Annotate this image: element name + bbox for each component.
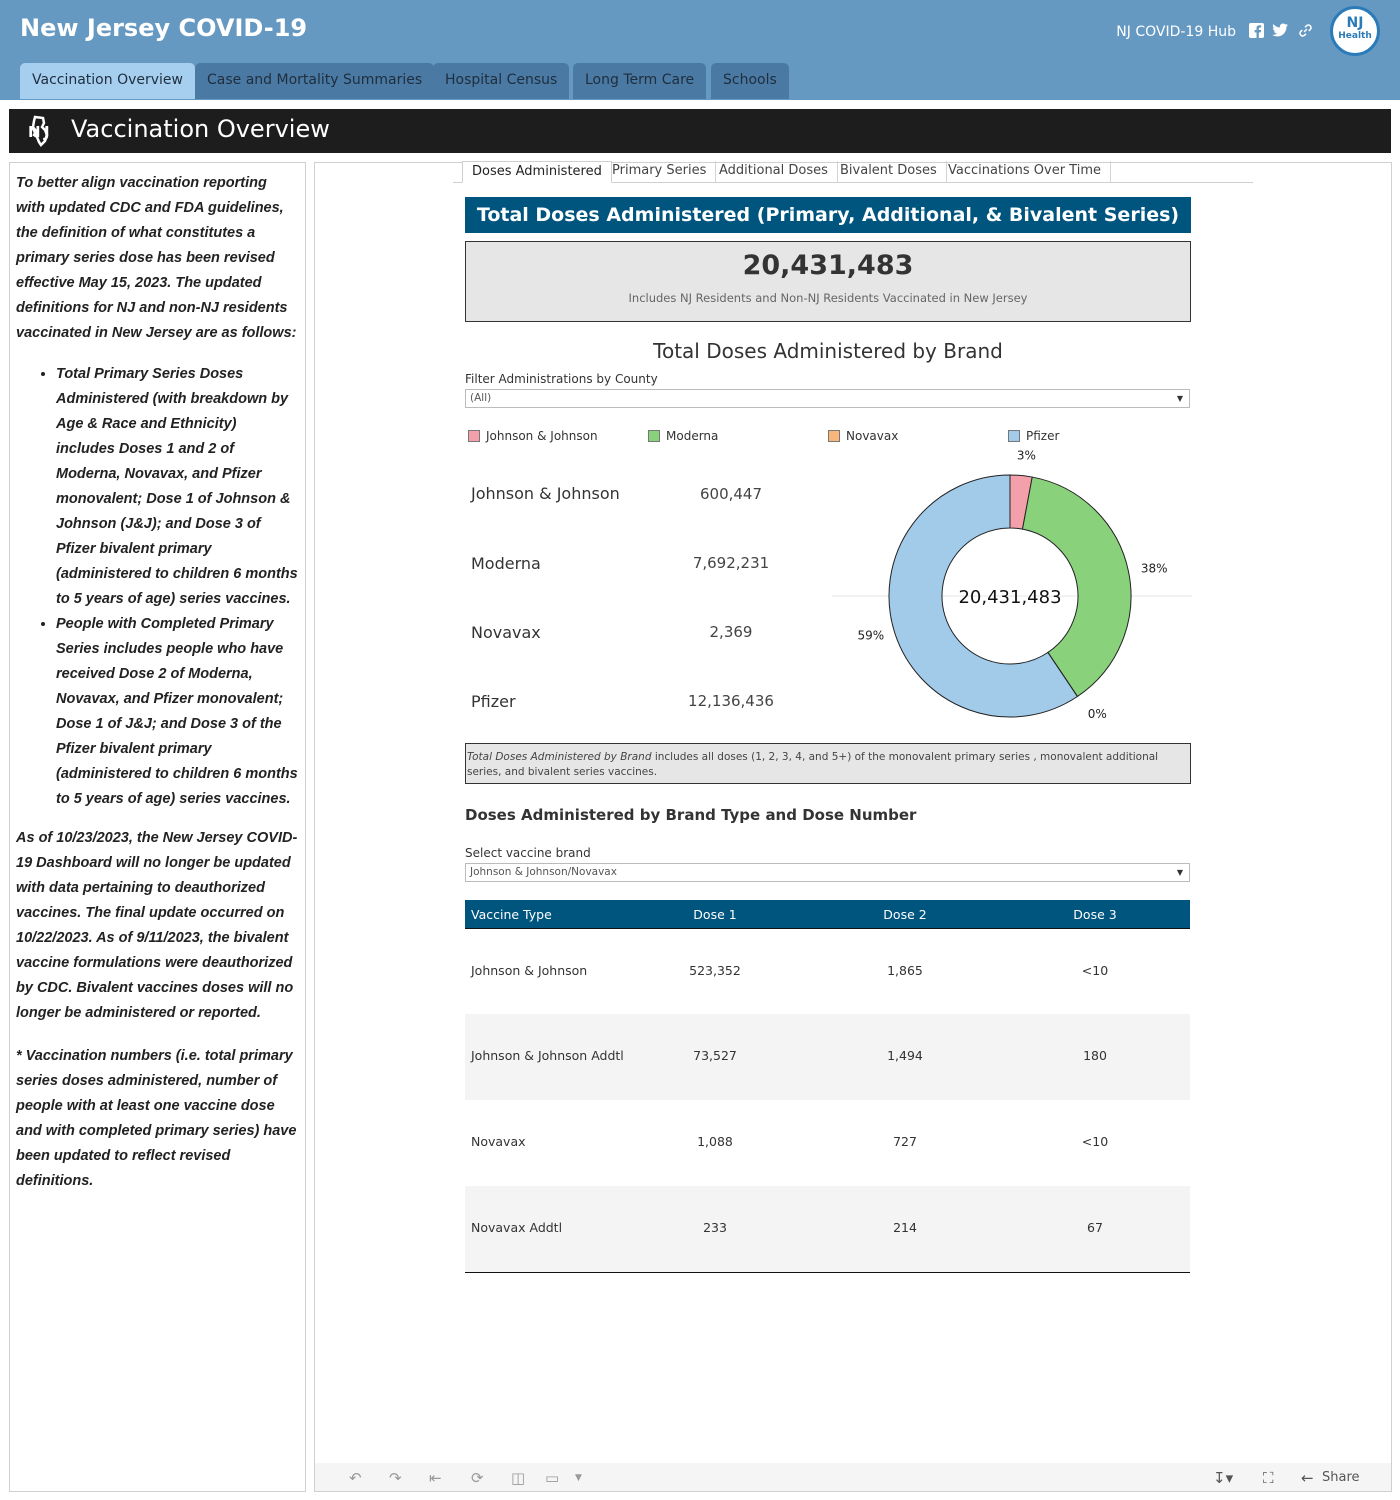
brand-select-value: Johnson & Johnson/Novavax [470,866,617,878]
legend-swatch [648,430,660,442]
link-icon[interactable] [1297,23,1313,39]
donut-percent-label: 59% [857,628,885,643]
share-icon[interactable]: ← [1301,1469,1314,1487]
cell-dose-2: 1,494 [887,1048,923,1063]
legend-item-pfizer[interactable]: Pfizer [1008,429,1059,443]
total-doses-value: 20,431,483 [742,250,914,281]
definition-list [56,362,299,812]
brand-chart-note [465,743,1191,784]
tab-schools[interactable]: Schools [711,63,789,99]
note-emphasis: Total Doses Administered by Brand [467,751,652,763]
chevron-down-icon: ▼ [1176,868,1183,877]
brand-name-novavax: Novavax [471,623,541,642]
brand-name-moderna: Moderna [471,554,541,573]
total-doses-note: Includes NJ Residents and Non-NJ Residents Vaccinated in New Jersey [628,291,1028,305]
download-icon[interactable]: ↧▾ [1213,1469,1234,1487]
info-sidebar [9,162,306,1492]
list-item: • People with Completed Primary Series includes people who have received Dose 2 of Moderna, Novavax, and Pfizer monovalent; Dose 1 of J&J; and Dose 3 of the Pfizer bivalent primary (administered to children 6 months to 5 years of age) series vaccines. [56,612,299,812]
view-icon[interactable]: ▭ [545,1469,560,1487]
brand-name-pfizer: Pfizer [471,692,516,711]
cell-vaccine-type: Novavax Addtl [471,1220,563,1235]
subtab-vaccinations-over-time[interactable]: Vaccinations Over Time [939,161,1111,183]
cell-dose-3: <10 [1081,1134,1109,1149]
cell-dose-1: 1,088 [697,1134,733,1149]
pause-icon[interactable]: ◫ [511,1469,526,1487]
subtab-doses-administered[interactable]: Doses Administered [462,161,612,183]
table-row [465,1186,1190,1272]
col-dose-1: Dose 1 [693,907,737,922]
table-row [465,1100,1190,1186]
update-note: As of 10/23/2023, the New Jersey COVID-19 Dashboard will no longer be updated with data pertaining to deauthorized vaccines. The final update occurred on 10/22/2023. As of 9/11/2023, the bivalent vaccine formulations were deauthorized by CDC. Bivalent vaccines doses will no longer be administered or reported. [16,830,298,1021]
subtab-additional-doses[interactable]: Additional Doses [710,161,838,183]
donut-percent-label: 3% [1016,448,1036,463]
brand-select[interactable] [465,863,1190,882]
tab-case-mortality[interactable]: Case and Mortality Summaries [195,63,434,99]
chevron-down-icon[interactable]: ▼ [575,1473,582,1483]
donut-percent-label: 0% [1087,707,1107,722]
col-dose-3: Dose 3 [1073,907,1117,922]
county-filter-select[interactable] [465,389,1190,408]
brand-value-moderna: 7,692,231 [692,554,770,572]
table-bottom-rule [465,1272,1190,1273]
cell-dose-1: 523,352 [689,963,741,978]
county-filter-label: Filter Administrations by County [465,372,658,386]
table-row [465,1014,1190,1100]
donut-center-value: 20,431,483 [958,587,1062,608]
brand-donut-chart[interactable] [832,448,1192,733]
cell-dose-2: 1,865 [887,963,923,978]
col-dose-2: Dose 2 [883,907,927,922]
note-text: includes all doses (1, 2, 3, 4, and 5+) of the monovalent primary series , monovalent additional series, and bivalent series vaccines. [467,751,1159,778]
twitter-icon[interactable] [1272,23,1288,39]
legend-item-jj[interactable]: Johnson & Johnson [468,429,598,443]
total-doses-title: Total Doses Administered (Primary, Additional, & Bivalent Series) [465,197,1191,233]
brand-value-jj: 600,447 [699,485,763,503]
dose-table-header [465,900,1190,929]
total-doses-card [465,241,1191,322]
brand-value-novavax: 2,369 [709,623,753,641]
donut-percent-label: 38% [1140,561,1168,576]
fullscreen-icon[interactable]: ⛶ [1263,1469,1274,1487]
viz-toolbar [315,1463,1391,1491]
subtab-primary-series[interactable]: Primary Series [603,161,716,183]
table-row [465,929,1190,1015]
revert-icon[interactable]: ⇤ [429,1469,442,1487]
col-vaccine-type: Vaccine Type [471,907,552,922]
footnote: * Vaccination numbers (i.e. total primary series doses administered, number of people with at least one vaccine dose and with completed primary series) have been updated to reflect revised definitions. [16,1048,297,1189]
nj-state-icon [25,115,57,147]
svg-text:J: J [44,123,50,141]
cell-dose-2: 214 [893,1220,917,1235]
app-title: New Jersey COVID-19 [20,14,308,42]
tab-hospital-census[interactable]: Hospital Census [433,63,569,99]
cell-vaccine-type: Novavax [471,1134,526,1149]
legend-swatch [828,430,840,442]
brand-value-pfizer: 12,136,436 [688,692,774,710]
list-item: • Total Primary Series Doses Administered (with breakdown by Age & Race and Ethnicity) includes Doses 1 and 2 of Moderna, Novavax, and Pfizer monovalent; Dose 1 of Johnson & Johnson (J&J); and Dose 3 of Pfizer bivalent primary (administered to children 6 months to 5 years of age) series vaccines. [56,362,299,612]
cell-dose-3: 180 [1083,1048,1107,1063]
cell-dose-2: 727 [893,1134,917,1149]
legend-item-moderna[interactable]: Moderna [648,429,718,443]
cell-dose-1: 73,527 [693,1048,737,1063]
refresh-icon[interactable]: ⟳ [471,1469,484,1487]
intro-text: To better align vaccination reporting with updated CDC and FDA guidelines, the definition of what constitutes a primary series dose has been revised effective May 15, 2023. The updated definitions for NJ and non-NJ residents vaccinated in New Jersey are as follows: [16,175,297,341]
banner-title: Vaccination Overview [71,115,330,143]
share-button[interactable]: Share [1322,1470,1360,1485]
hub-link[interactable]: NJ COVID-19 Hub [1116,24,1236,40]
county-filter-value: (All) [470,392,492,404]
cell-dose-3: 67 [1087,1220,1103,1235]
brand-select-label: Select vaccine brand [465,846,591,860]
tab-vaccination-overview[interactable]: Vaccination Overview [20,63,195,99]
app-header [0,0,1400,100]
cell-dose-1: 233 [703,1220,727,1235]
legend-swatch [468,430,480,442]
subtab-bivalent-doses[interactable]: Bivalent Doses [831,161,947,183]
tab-long-term-care[interactable]: Long Term Care [573,63,706,99]
dashboard-subtabs [453,161,1253,183]
section-banner [9,109,1391,153]
nj-health-logo: NJ Health [1330,6,1380,56]
svg-text:N: N [28,123,41,141]
undo-icon[interactable]: ↶ [349,1469,362,1487]
cell-vaccine-type: Johnson & Johnson [471,963,588,978]
brand-name-jj: Johnson & Johnson [471,484,620,503]
legend-item-novavax[interactable]: Novavax [828,429,898,443]
legend-swatch [1008,430,1020,442]
brand-chart-title: Total Doses Administered by Brand [653,339,1003,363]
dose-table-title: Doses Administered by Brand Type and Dose Number [465,806,917,824]
redo-icon[interactable]: ↷ [389,1469,402,1487]
facebook-icon[interactable] [1248,23,1264,39]
cell-dose-3: <10 [1081,963,1109,978]
chevron-down-icon: ▼ [1176,394,1183,403]
cell-vaccine-type: Johnson & Johnson Addtl [471,1048,624,1063]
